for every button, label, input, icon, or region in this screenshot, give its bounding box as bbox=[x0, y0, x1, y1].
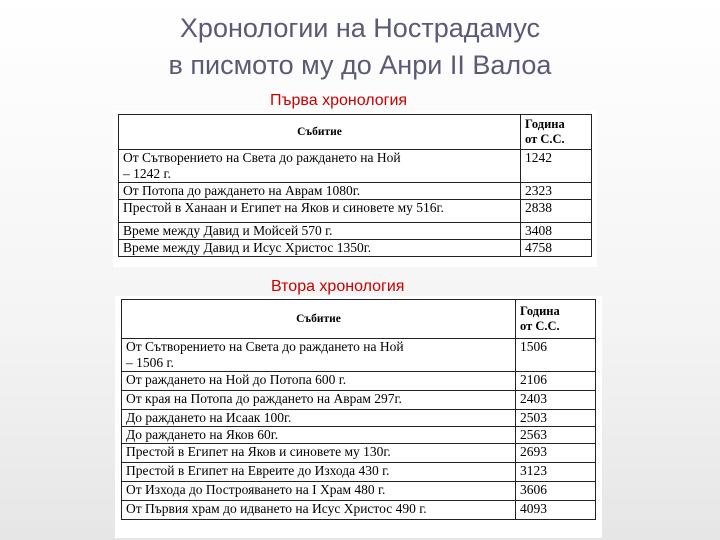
event-text: От Сътворението на Света до раждането на Ной bbox=[126, 339, 404, 354]
table-row bbox=[119, 240, 592, 257]
event-cell: Време между Давид и Мойсей 570 г. bbox=[119, 223, 521, 240]
event-cell: От Първия храм до идването на Исус Христос 490 г. bbox=[122, 501, 516, 520]
column-header-year-line-2: от С.С. bbox=[525, 132, 565, 146]
table-row bbox=[122, 427, 596, 444]
table-row bbox=[122, 501, 596, 520]
title-line-1: Хронологии на Нострадамус bbox=[179, 13, 541, 43]
year-cell: 3606 bbox=[516, 482, 596, 501]
event-cell bbox=[122, 339, 516, 372]
year-cell: 2106 bbox=[516, 372, 596, 391]
event-cell: От Изхода до Построяването на I Храм 480 г. bbox=[122, 482, 516, 501]
table-row bbox=[122, 444, 596, 463]
year-cell: 2563 bbox=[516, 427, 596, 444]
second-chronology-heading: Втора хронология bbox=[271, 278, 405, 295]
column-header-year bbox=[521, 115, 592, 150]
year-cell: 1242 bbox=[521, 150, 592, 183]
second-chronology-table-panel bbox=[115, 296, 602, 538]
column-header-year bbox=[516, 300, 596, 339]
event-text: От Сътворението на Света до раждането на Ной bbox=[123, 150, 401, 165]
event-cell bbox=[119, 150, 521, 183]
column-header-event: Събитие bbox=[119, 115, 521, 150]
column-header-year-line-1: Година bbox=[520, 304, 560, 318]
table-row bbox=[122, 482, 596, 501]
year-cell: 2503 bbox=[516, 410, 596, 427]
title-line-2: в писмото му до Анри II Валоа bbox=[168, 50, 552, 80]
year-cell: 3123 bbox=[516, 463, 596, 482]
table-row bbox=[119, 183, 592, 200]
table-row bbox=[122, 391, 596, 410]
event-text-continued: – 1242 г. bbox=[123, 166, 171, 181]
year-cell: 2838 bbox=[521, 200, 592, 223]
year-cell: 2693 bbox=[516, 444, 596, 463]
first-chronology-table-panel bbox=[113, 110, 597, 267]
event-cell: От края на Потопа до раждането на Аврам 297г. bbox=[122, 391, 516, 410]
column-header-year-line-2: от С.С. bbox=[520, 319, 560, 333]
year-cell: 2403 bbox=[516, 391, 596, 410]
first-chronology-table bbox=[118, 114, 592, 257]
table-row bbox=[119, 200, 592, 223]
event-cell: До раждането на Исаак 100г. bbox=[122, 410, 516, 427]
event-cell: Престой в Ханаан и Египет на Яков и синовете му 516г. bbox=[119, 200, 521, 223]
year-cell: 1506 bbox=[516, 339, 596, 372]
event-cell: От Потопа до раждането на Аврам 1080г. bbox=[119, 183, 521, 200]
event-cell: Време между Давид и Исус Христос 1350г. bbox=[119, 240, 521, 257]
event-text-continued: – 1506 г. bbox=[126, 355, 174, 370]
event-cell: Престой в Египет на Яков и синовете му 130г. bbox=[122, 444, 516, 463]
year-cell: 4093 bbox=[516, 501, 596, 520]
event-cell: Престой в Египет на Евреите до Изхода 430 г. bbox=[122, 463, 516, 482]
column-header-event: Събитие bbox=[122, 300, 516, 339]
event-cell: До раждането на Яков 60г. bbox=[122, 427, 516, 444]
table-row bbox=[122, 410, 596, 427]
table-row bbox=[122, 339, 596, 372]
table-row bbox=[119, 223, 592, 240]
table-row bbox=[122, 372, 596, 391]
first-chronology-heading: Първа хронология bbox=[270, 92, 408, 109]
table-header-row bbox=[122, 300, 596, 339]
table-row bbox=[122, 463, 596, 482]
year-cell: 2323 bbox=[521, 183, 592, 200]
year-cell: 3408 bbox=[521, 223, 592, 240]
second-chronology-table bbox=[121, 299, 596, 520]
column-header-year-line-1: Година bbox=[525, 117, 565, 131]
table-header-row bbox=[119, 115, 592, 150]
year-cell: 4758 bbox=[521, 240, 592, 257]
event-cell: От раждането на Ной до Потопа 600 г. bbox=[122, 372, 516, 391]
slide-title bbox=[0, 10, 720, 84]
table-row bbox=[119, 150, 592, 183]
